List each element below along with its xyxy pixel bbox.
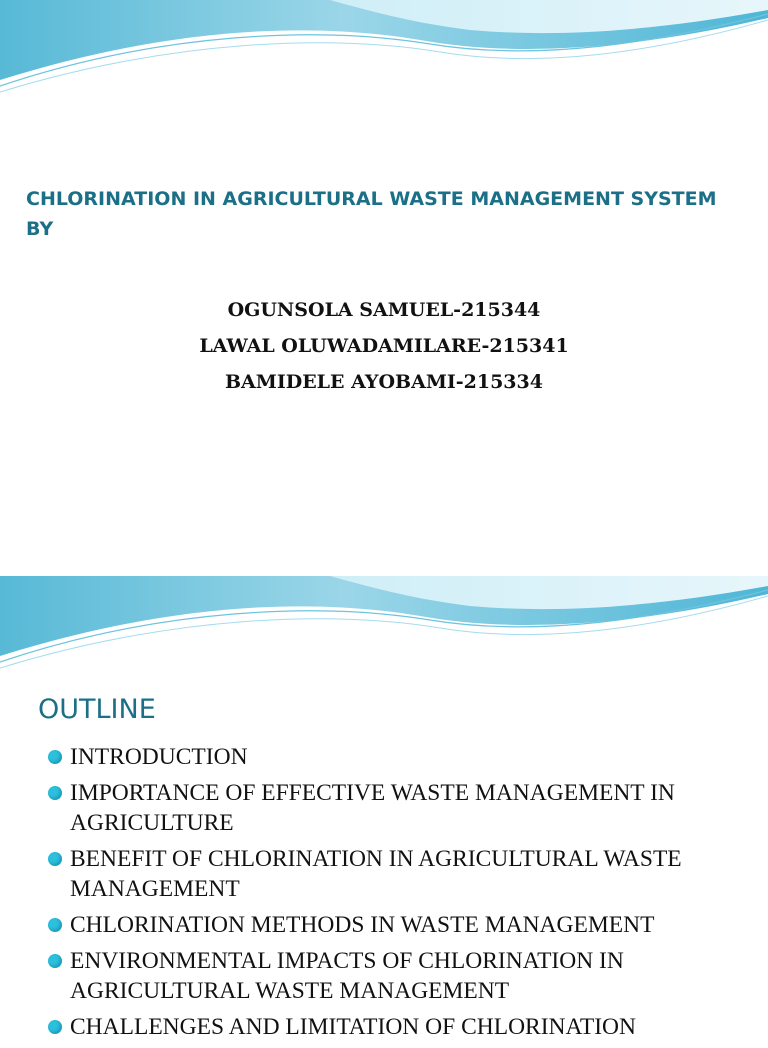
presentation-title: CHLORINATION IN AGRICULTURAL WASTE MANAGEMENT SYSTEM BY [26, 188, 717, 240]
list-item [46, 1012, 746, 1042]
outline-heading: OUTLINE [38, 694, 156, 725]
author-name: BAMIDELE AYOBAMI-215334 [225, 371, 543, 393]
bullet-icon [48, 918, 62, 932]
bullet-icon [48, 786, 62, 800]
list-item-label: INTRODUCTION [70, 744, 248, 770]
author-list [0, 292, 768, 400]
bullet-icon [48, 954, 62, 968]
list-item [46, 742, 746, 772]
list-item-label: ENVIRONMENTAL IMPACTS OF CHLORINATION IN AGRICULTURAL WASTE MANAGEMENT [70, 948, 624, 1004]
outline-slide [0, 576, 768, 1040]
bullet-icon [48, 852, 62, 866]
list-item [46, 946, 746, 1006]
header-wave-graphic [0, 0, 768, 100]
author-name: OGUNSOLA SAMUEL-215344 [227, 299, 541, 321]
bullet-icon [48, 750, 62, 764]
list-item-label: CHLORINATION METHODS IN WASTE MANAGEMENT [70, 912, 655, 938]
list-item-label: BENEFIT OF CHLORINATION IN AGRICULTURAL WASTE MANAGEMENT [70, 846, 682, 902]
author-name: LAWAL OLUWADAMILARE-215341 [199, 335, 569, 357]
header-wave-graphic [0, 576, 768, 676]
list-item [46, 778, 746, 838]
list-item-label: CHALLENGES AND LIMITATION OF CHLORINATION [70, 1014, 636, 1040]
list-item [46, 844, 746, 904]
list-item-label: IMPORTANCE OF EFFECTIVE WASTE MANAGEMENT IN AGRICULTURE [70, 780, 675, 836]
outline-list [46, 742, 746, 1048]
bullet-icon [48, 1020, 62, 1034]
list-item [46, 910, 746, 940]
